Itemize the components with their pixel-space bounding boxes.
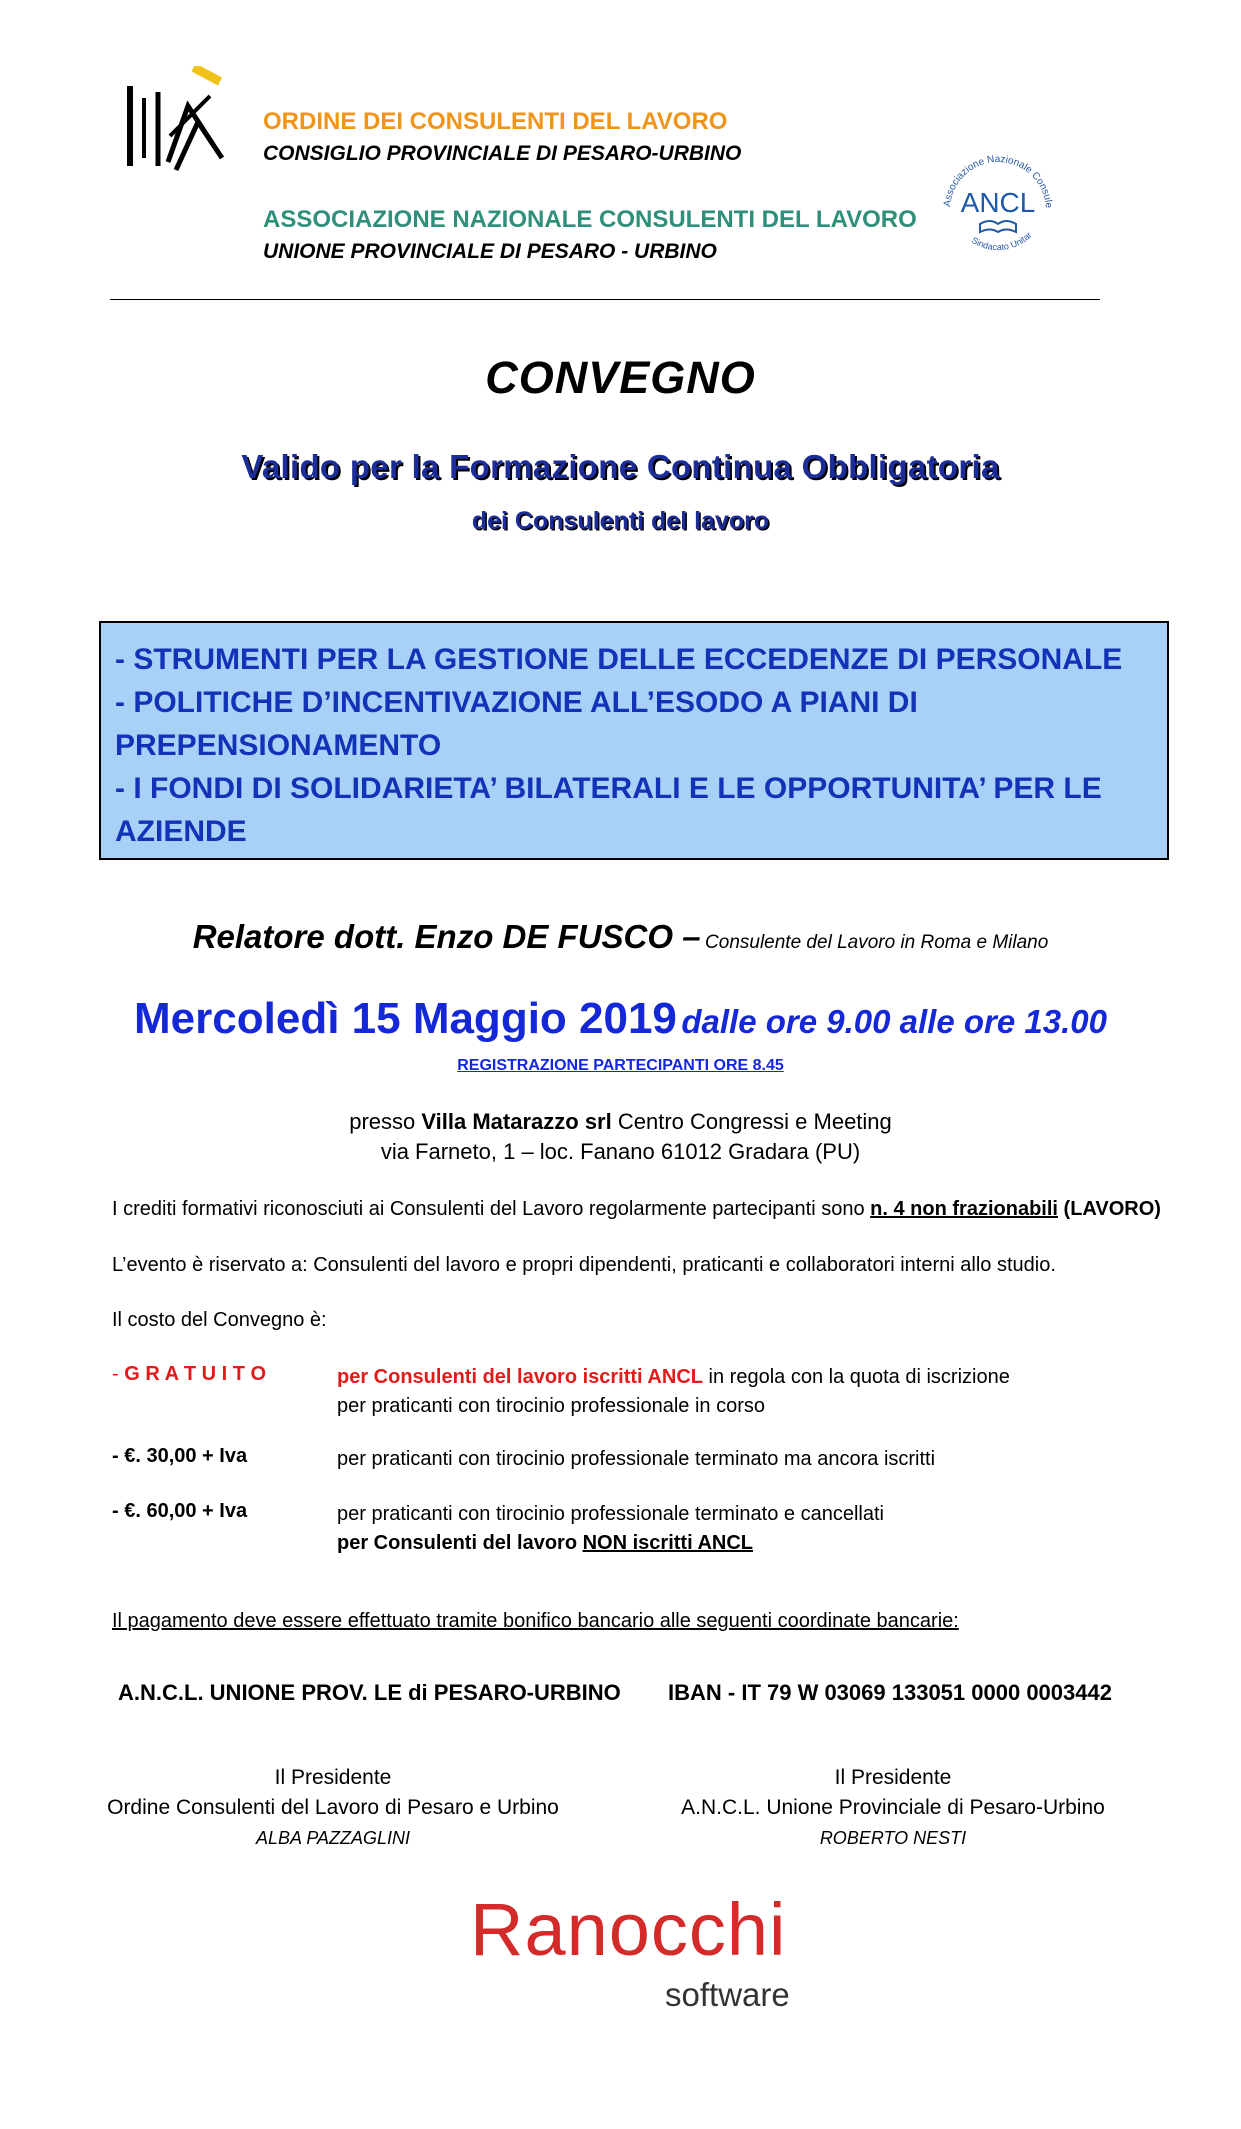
subtitle-2: dei Consulenti del lavoro bbox=[471, 507, 770, 535]
cost-description bbox=[337, 1363, 1037, 1421]
signature-name: ALBA PAZZAGLINI bbox=[255, 1828, 411, 1848]
org2-name: ASSOCIAZIONE NAZIONALE CONSULENTI DEL LAVORO bbox=[263, 206, 917, 233]
bank-account-holder: A.N.C.L. UNIONE PROV. LE di PESARO-URBINO bbox=[118, 1680, 621, 1705]
cdl-logo bbox=[118, 66, 228, 186]
cost-desc-underline: NON iscritti ANCL bbox=[582, 1532, 753, 1554]
cost-label: - €. 60,00 + Iva bbox=[112, 1500, 248, 1522]
org1-subtitle: CONSIGLIO PROVINCIALE DI PESARO-URBINO bbox=[263, 142, 742, 165]
event-time: dalle ore 9.00 alle ore 13.00 bbox=[681, 1003, 1107, 1040]
speaker-name: Relatore dott. Enzo DE FUSCO – bbox=[192, 918, 701, 955]
signature-left bbox=[33, 1763, 633, 1853]
venue-address: via Farneto, 1 – loc. Fanano 61012 Gradara (PU) bbox=[380, 1139, 861, 1164]
topic-item: - POLITICHE D’INCENTIVAZIONE ALL’ESODO A PIANI DI PREPENSIONAMENTO bbox=[115, 686, 918, 762]
sponsor-logo: Ranocchi bbox=[470, 1888, 787, 1971]
ancl-logo bbox=[928, 140, 1068, 270]
subtitle-1: Valido per la Formazione Continua Obbligatoria bbox=[241, 448, 1000, 485]
venue-suffix: Centro Congressi e Meeting bbox=[617, 1109, 892, 1134]
cost-desc-bold: per Consulenti del lavoro bbox=[337, 1532, 583, 1554]
credits-paragraph bbox=[112, 1198, 1161, 1221]
venue-prefix: presso bbox=[349, 1109, 416, 1134]
sponsor-logo-sub: software bbox=[665, 1976, 790, 2013]
cost-intro: Il costo del Convegno è: bbox=[112, 1309, 327, 1331]
speaker-detail: Consulente del Lavoro in Roma e Milano bbox=[705, 932, 1049, 953]
signature-role: Il Presidente bbox=[274, 1766, 392, 1789]
ancl-logo-text: ANCL bbox=[960, 187, 1036, 218]
topic-item: - I FONDI DI SOLIDARIETA’ BILATERALI E LE OPPORTUNITA’ PER LE AZIENDE bbox=[115, 772, 1102, 848]
event-date-line bbox=[0, 994, 1241, 1044]
cost-label: - €. 30,00 + Iva bbox=[112, 1445, 248, 1467]
speaker-line bbox=[0, 918, 1241, 956]
iban: IBAN - IT 79 W 03069 133051 0000 0003442 bbox=[668, 1680, 1112, 1705]
venue bbox=[0, 1107, 1241, 1167]
cost-description bbox=[337, 1500, 1037, 1558]
cost-description: per praticanti con tirocinio professionale terminato ma ancora iscritti bbox=[337, 1448, 936, 1470]
topics-box bbox=[99, 621, 1169, 860]
cost-desc-red: per Consulenti del lavoro iscritti ANCL bbox=[337, 1366, 703, 1388]
cost-desc-line2: per praticanti con tirocinio professionale in corso bbox=[337, 1395, 765, 1417]
header-divider bbox=[110, 299, 1100, 300]
cost-label-free: G R A T U I T O bbox=[124, 1363, 267, 1385]
topic-item: - STRUMENTI PER LA GESTIONE DELLE ECCEDENZE DI PERSONALE bbox=[115, 643, 1123, 676]
signature-right bbox=[593, 1763, 1193, 1853]
credits-text: I crediti formativi riconosciuti ai Consulenti del Lavoro regolarmente partecipanti sono bbox=[112, 1198, 865, 1220]
signature-role: Il Presidente bbox=[834, 1766, 952, 1789]
ancl-ring-text: Associazione Nazionale Consule bbox=[942, 153, 1055, 209]
audience-paragraph: L’evento è riservato a: Consulenti del lavoro e propri dipendenti, praticanti e collaboratori interni allo studio. bbox=[112, 1254, 1056, 1276]
ancl-bottom-text: Sindacato Unitar bbox=[969, 230, 1034, 253]
cost-desc-rest: in regola con la quota di iscrizione bbox=[702, 1366, 1010, 1388]
venue-name: Villa Matarazzo srl bbox=[421, 1109, 612, 1134]
cost-desc-line1: per praticanti con tirocinio professionale terminato e cancellati bbox=[337, 1503, 884, 1525]
payment-instructions: Il pagamento deve essere effettuato tramite bonifico bancario alle seguenti coordinate bancarie: bbox=[112, 1610, 959, 1632]
page-title: CONVEGNO bbox=[485, 352, 756, 403]
org2-subtitle: UNIONE PROVINCIALE DI PESARO - URBINO bbox=[263, 240, 717, 263]
signature-org: A.N.C.L. Unione Provinciale di Pesaro-Urbino bbox=[681, 1796, 1105, 1819]
signature-org: Ordine Consulenti del Lavoro di Pesaro e Urbino bbox=[107, 1796, 559, 1819]
signature-name: ROBERTO NESTI bbox=[819, 1828, 967, 1848]
credits-amount: n. 4 non frazionabili bbox=[870, 1198, 1058, 1220]
cost-label-prefix: - bbox=[112, 1363, 125, 1385]
credits-type: (LAVORO) bbox=[1063, 1198, 1161, 1220]
cost-label bbox=[112, 1363, 332, 1386]
book-icon bbox=[980, 221, 1016, 232]
event-date: Mercoledì 15 Maggio 2019 bbox=[134, 994, 677, 1043]
org1-name: ORDINE DEI CONSULENTI DEL LAVORO bbox=[263, 108, 728, 135]
registration-time: REGISTRAZIONE PARTECIPANTI ORE 8.45 bbox=[457, 1057, 784, 1074]
